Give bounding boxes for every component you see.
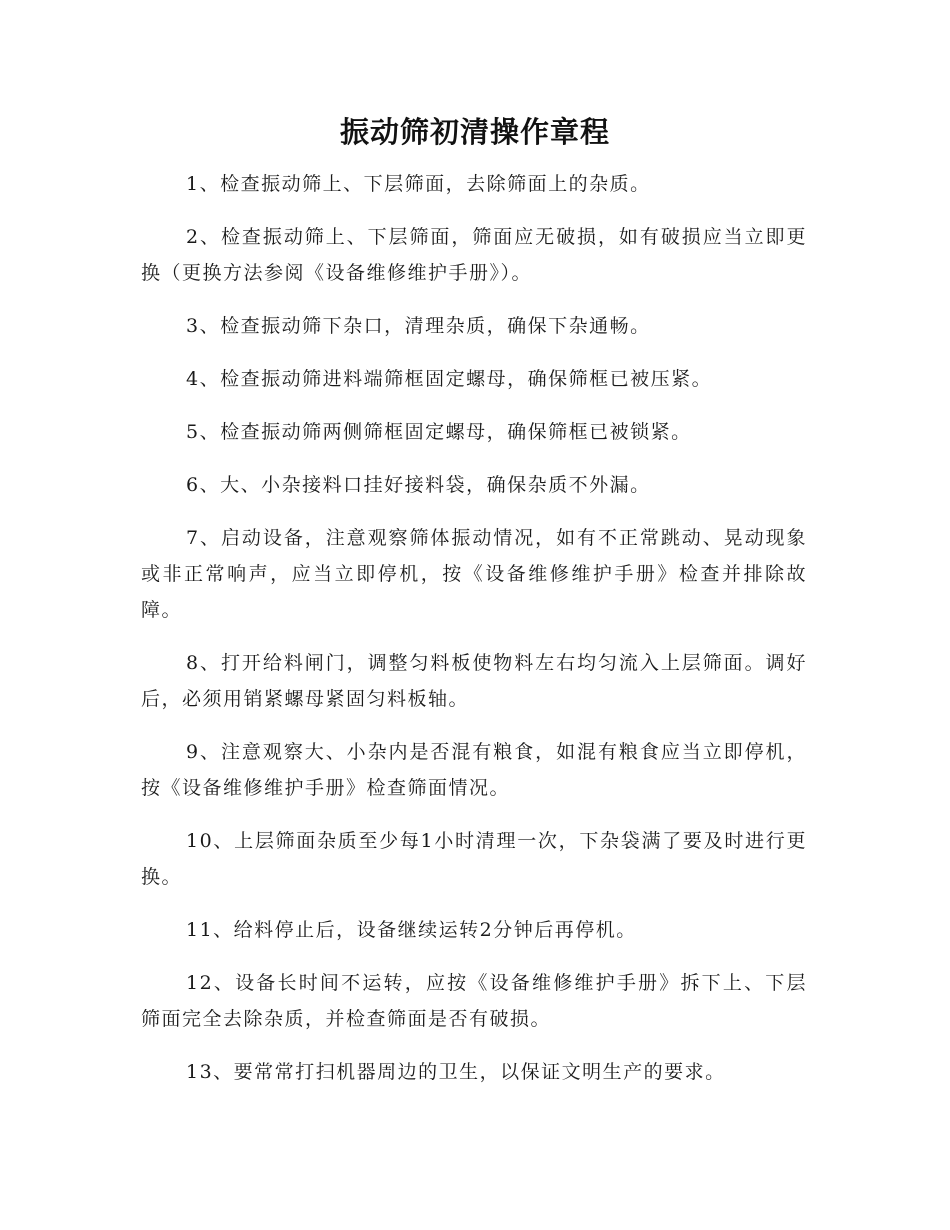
paragraph-9: 9、注意观察大、小杂内是否混有粮食，如混有粮食应当立即停机，按《设备维修维护手册》检查筛面情况。 <box>141 741 807 799</box>
paragraph-6: 6、大、小杂接料口挂好接料袋，确保杂质不外漏。 <box>186 474 651 496</box>
paragraph-7: 7、启动设备，注意观察筛体振动情况，如有不正常跳动、晃动现象或非正常响声，应当立即停机，按《设备维修维护手册》检查并排除故障。 <box>141 527 807 621</box>
paragraph-1: 1、检查振动筛上、下层筛面，去除筛面上的杂质。 <box>186 173 651 195</box>
paragraph-11: 11、给料停止后，设备继续运转2分钟后再停机。 <box>186 919 637 941</box>
paragraph-10: 10、上层筛面杂质至少每1小时清理一次，下杂袋满了要及时进行更换。 <box>141 830 807 888</box>
paragraph-3: 3、检查振动筛下杂口，清理杂质，确保下杂通畅。 <box>186 315 651 337</box>
document-title: 振动筛初清操作章程 <box>339 115 610 149</box>
paragraph-13: 13、要常常打扫机器周边的卫生，以保证文明生产的要求。 <box>186 1061 726 1083</box>
paragraph-12: 12、设备长时间不运转，应按《设备维修维护手册》拆下上、下层筛面完全去除杂质，并检查筛面是否有破损。 <box>141 972 807 1030</box>
document-body <box>141 166 807 1107</box>
paragraph-4: 4、检查振动筛进料端筛框固定螺母，确保筛框已被压紧。 <box>186 368 713 390</box>
paragraph-8: 8、打开给料闸门，调整匀料板使物料左右均匀流入上层筛面。调好后，必须用销紧螺母紧固匀料板轴。 <box>141 652 807 710</box>
paragraph-2: 2、检查振动筛上、下层筛面，筛面应无破损，如有破损应当立即更换（更换方法参阅《设备维修维护手册》）。 <box>141 226 807 284</box>
paragraph-5: 5、检查振动筛两侧筛框固定螺母，确保筛框已被锁紧。 <box>186 421 692 443</box>
